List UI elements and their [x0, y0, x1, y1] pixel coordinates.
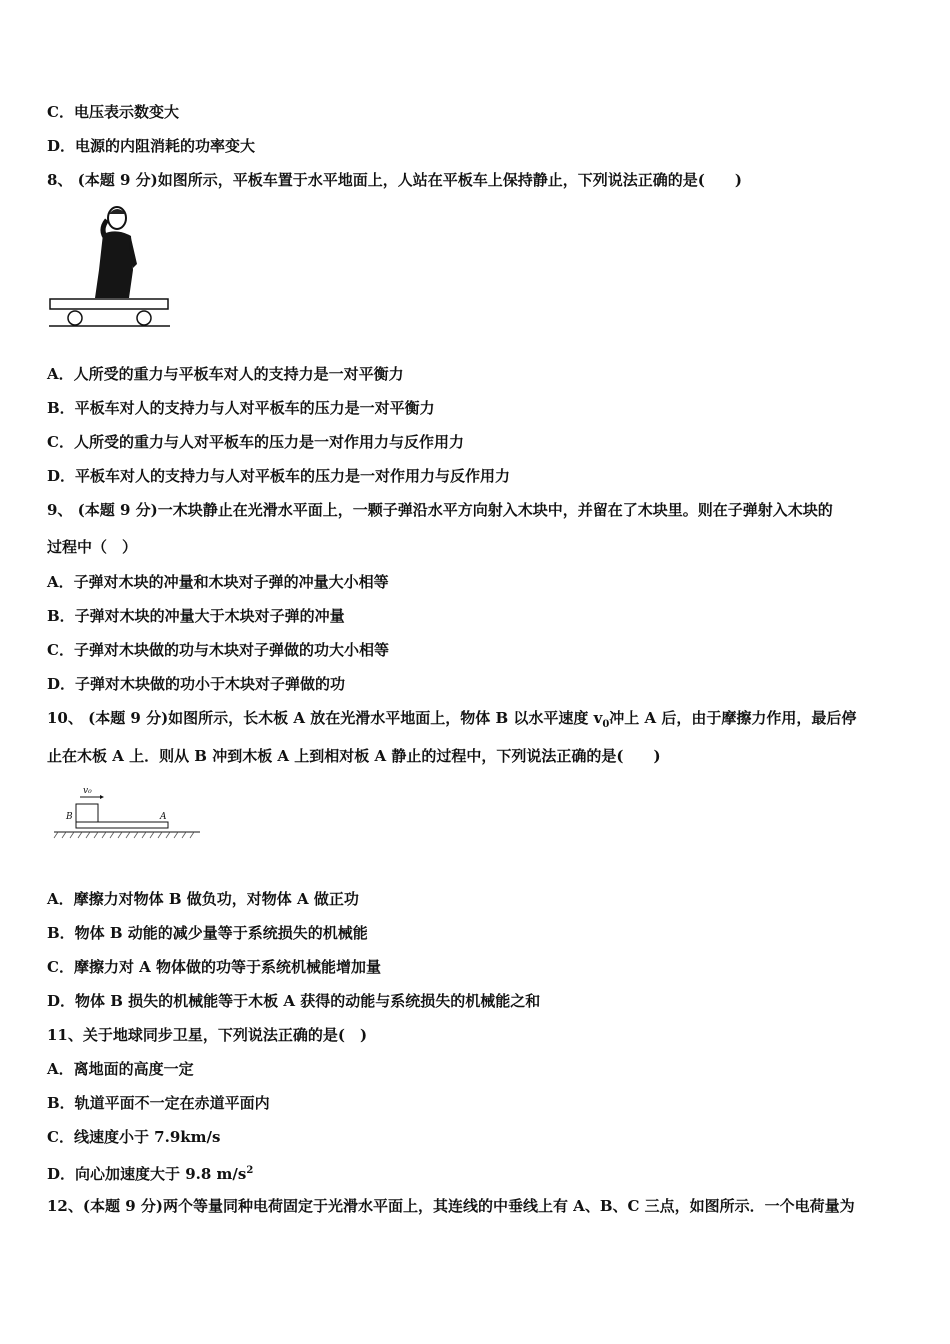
- q10-option-a: A．摩擦力对物体 B 做负功，对物体 A 做正功: [47, 890, 359, 908]
- q7-option-c: C．电压表示数变大: [47, 103, 179, 121]
- q9-option-b: B．子弹对木块的冲量大于木块对子弹的冲量: [47, 607, 345, 625]
- q10-figure-label-a: A: [160, 812, 167, 822]
- q11-option-b: B．轨道平面不一定在赤道平面内: [47, 1094, 270, 1112]
- q12-stem: 12、(本题 9 分)两个等量同种电荷固定于光滑水平面上，其连线的中垂线上有 A、B、C 三点，如图所示．一个电荷量为: [47, 1197, 855, 1215]
- q10-option-d: D．物体 B 损失的机械能等于木板 A 获得的动能与系统损失的机械能之和: [47, 992, 541, 1010]
- q11-option-d-text: D．向心加速度大于 9.8 m/s: [47, 1165, 247, 1183]
- q10-option-b: B．物体 B 动能的减少量等于系统损失的机械能: [47, 924, 368, 942]
- q10-figure-velocity-label: v₀: [83, 786, 92, 796]
- q9-option-d: D．子弹对木块做的功小于木块对子弹做的功: [47, 675, 346, 693]
- q8-option-c: C．人所受的重力与人对平板车的压力是一对作用力与反作用力: [47, 433, 464, 451]
- q10-figure-label-b: B: [66, 812, 73, 822]
- q10-stem-subscript: 0: [602, 719, 610, 730]
- q10-stem-post: 冲上 A 后，由于摩擦力作用，最后停: [609, 709, 857, 727]
- q10-figure-block-on-board: [52, 784, 204, 840]
- q8-stem: 8、 (本题 9 分)如图所示，平板车置于水平地面上，人站在平板车上保持静止，下列说法正确的是( ): [47, 171, 742, 189]
- q9-stem-line1: 9、 (本题 9 分)一木块静止在光滑水平面上，一颗子弹沿水平方向射入木块中，并留在了木块里。则在子弹射入木块的: [47, 501, 833, 519]
- q8-figure-person-on-cart: [47, 200, 172, 330]
- q11-stem: 11、关于地球同步卫星，下列说法正确的是( ): [47, 1026, 368, 1044]
- q10-stem-pre: 10、 (本题 9 分)如图所示，长木板 A 放在光滑水平地面上，物体 B 以水平速度 v: [47, 709, 603, 727]
- q11-option-c: C．线速度小于 7.9km/s: [47, 1128, 221, 1146]
- q8-option-d: D．平板车对人的支持力与人对平板车的压力是一对作用力与反作用力: [47, 467, 511, 485]
- q10-stem-line1: [47, 708, 856, 735]
- q11-option-a: A．离地面的高度一定: [47, 1060, 194, 1078]
- q9-stem-line2: 过程中（ ）: [47, 538, 138, 556]
- q10-option-c: C．摩擦力对 A 物体做的功等于系统机械能增加量: [47, 958, 382, 976]
- q9-option-c: C．子弹对木块做的功与木块对子弹做的功大小相等: [47, 641, 389, 659]
- q10-stem-line2: 止在木板 A 上．则从 B 冲到木板 A 上到相对板 A 静止的过程中，下列说法正确的是( ): [47, 747, 661, 765]
- q9-option-a: A．子弹对木块的冲量和木块对子弹的冲量大小相等: [47, 573, 389, 591]
- q11-option-d-superscript: 2: [246, 1165, 254, 1176]
- q8-option-a: A．人所受的重力与平板车对人的支持力是一对平衡力: [47, 365, 404, 383]
- q11-option-d: [47, 1161, 253, 1184]
- q7-option-d: D．电源的内阻消耗的功率变大: [47, 137, 256, 155]
- q8-option-b: B．平板车对人的支持力与人对平板车的压力是一对平衡力: [47, 399, 435, 417]
